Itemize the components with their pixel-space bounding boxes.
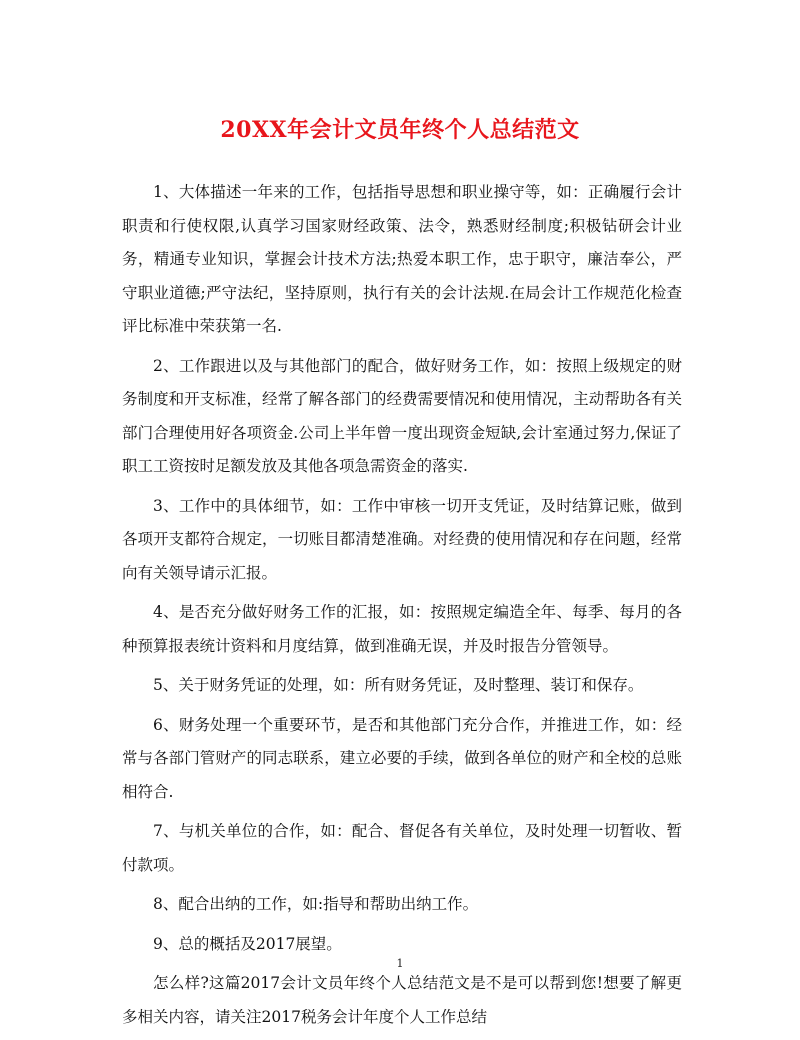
paragraph-5: 5、关于财务凭证的处理，如：所有财务凭证，及时整理、装订和保存。 [153,676,644,694]
paragraph-3: 3、工作中的具体细节，如：工作中审核一切开支凭证，及时结算记账，做到各项开支都符合规定，一切账目都清楚准确。对经费的使用情况和存在问题，经常向有关领导请示汇报。 [122,496,682,582]
paragraph-8: 8、配合出纳的工作，如:指导和帮助出纳工作。 [153,895,479,913]
paragraph-6: 6、财务处理一个重要环节，是否和其他部门充分合作，并推进工作，如：经常与各部门管财产的同志联系，建立必要的手续，做到各单位的财产和全校的总账相符合. [122,715,682,801]
document-body [122,176,682,1040]
paragraph-1: 1、大体描述一年来的工作，包括指导思想和职业操守等，如：正确履行会计职责和行使权限,认真学习国家财经政策、法令，熟悉财经制度;积极钻研会计业务，精通专业知识，掌握会计技术方法;热爱本职工作，忠于职守，廉洁奉公，严守职业道德;严守法纪，坚持原则，执行有关的会计法规.在局会计工作规范化检查评比标准中荣获第一名. [122,183,682,335]
document-title: 20XX年会计文员年终个人总结范文 [220,117,580,143]
paragraph-2: 2、工作跟进以及与其他部门的配合，做好财务工作，如：按照上级规定的财务制度和开支标准，经常了解各部门的经费需要情况和使用情况，主动帮助各有关部门合理使用好各项资金.公司上半年曾一度出现资金短缺,会计室通过努力,保证了职工工资按时足额发放及其他各项急需资金的落实. [122,356,682,475]
paragraph-7: 7、与机关单位的合作，如：配合、督促各有关单位，及时处理一切暂收、暂付款项。 [122,822,682,874]
paragraph-9: 9、总的概括及2017展望。 [153,934,342,953]
closing-paragraph: 怎么样?这篇2017会计文员年终个人总结范文是不是可以帮到您!想要了解更多相关内容，请关注2017税务会计年度个人工作总结 [122,974,682,1026]
page-number: 1 [396,957,404,970]
paragraph-4: 4、是否充分做好财务工作的汇报，如：按照规定编造全年、每季、每月的各种预算报表统计资料和月度结算，做到准确无误，并及时报告分管领导。 [122,603,682,655]
